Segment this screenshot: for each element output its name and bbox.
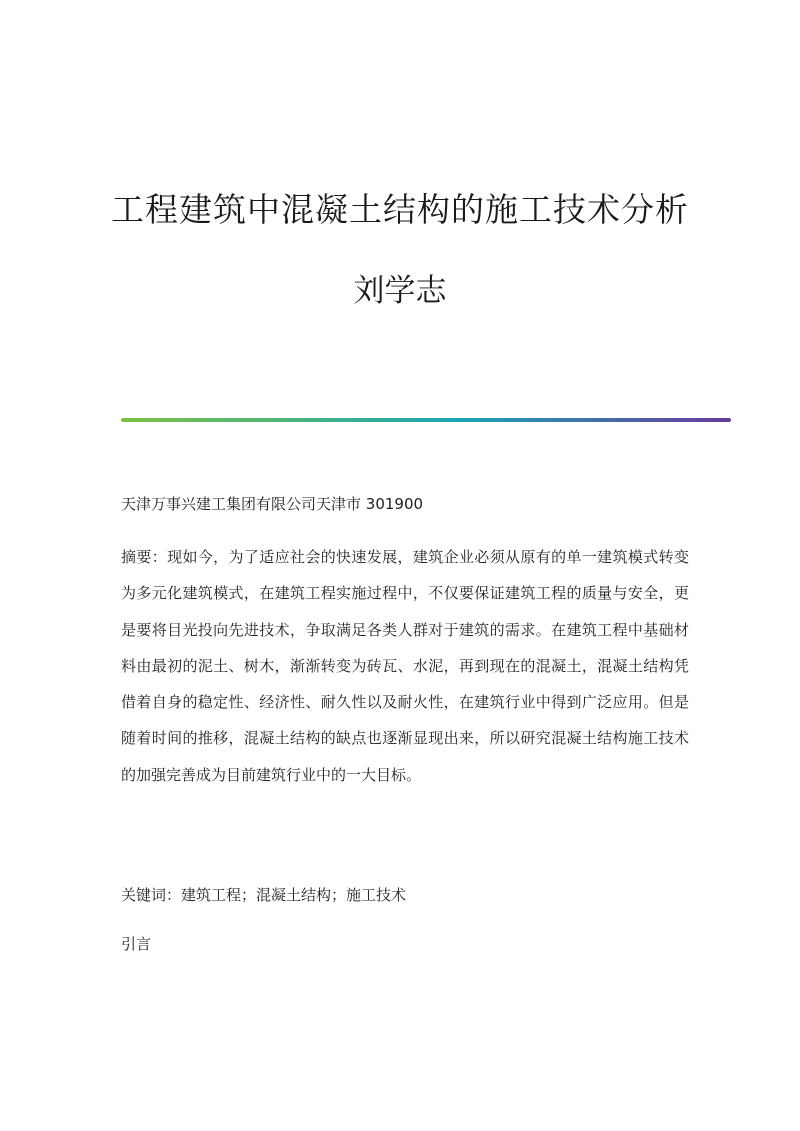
gradient-divider — [121, 418, 731, 422]
affiliation: 天津万事兴建工集团有限公司天津市 301900 — [121, 495, 424, 513]
keywords: 关键词：建筑工程；混凝土结构；施工技术 — [121, 886, 407, 904]
section-heading-introduction: 引言 — [121, 935, 152, 953]
paper-title: 工程建筑中混凝土结构的施工技术分析 — [111, 190, 689, 229]
abstract-paragraph: 摘要：现如今，为了适应社会的快速发展，建筑企业必须从原有的单一建筑模式转变为多元化建筑模式，在建筑工程实施过程中，不仅要保证建筑工程的质量与安全，更是要将目光投向先进技术，争取满足各类人群对于建筑的需求。在建筑工程中基础材料由最初的泥土、树木，渐渐转变为砖瓦、水泥，再到现在的混凝土，混凝土结构凭借着自身的稳定性、经济性、耐久性以及耐火性，在建筑行业中得到广泛应用。但是随着时间的推移，混凝土结构的缺点也逐渐显现出来，所以研究混凝土结构施工技术的加强完善成为目前建筑行业中的一大目标。 — [121, 548, 689, 784]
author-name: 刘学志 — [353, 273, 447, 309]
